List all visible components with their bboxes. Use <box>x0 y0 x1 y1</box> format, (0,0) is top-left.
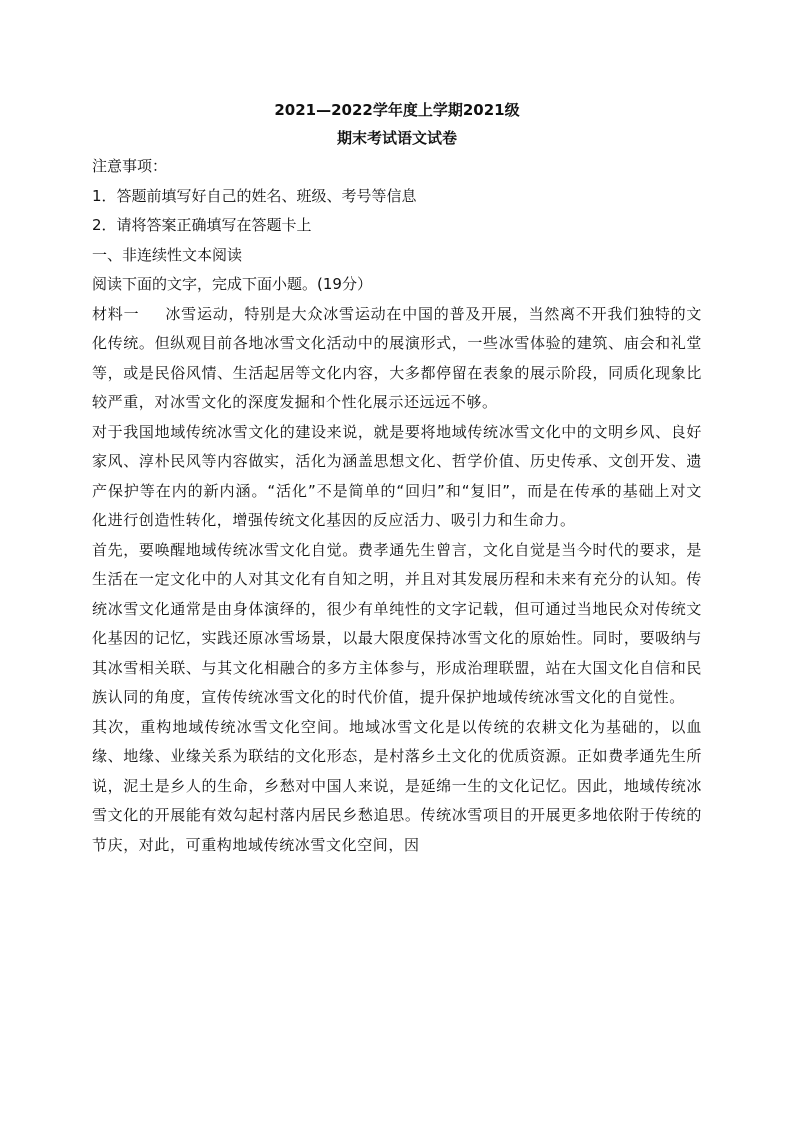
exam-title-line1: 2021—2022学年度上学期2021级 <box>274 101 520 119</box>
section-instruction: 阅读下面的文字，完成下面小题。(19分） <box>92 275 372 293</box>
material-paragraph-2: 对于我国地域传统冰雪文化的建设来说，就是要将地域传统冰雪文化中的文明乡风、良好家风、淳朴民风等内容做实，活化为涵盖思想文化、哲学价值、历史传承、文创开发、遗产保护等在内的新内涵。“活化”不是简单的“回归”和“复旧”，而是在传承的基础上对文化进行创造性转化，增强传统文化基因的反应活力、吸引力和生命力。 <box>92 422 702 529</box>
material-paragraph-1-text: 冰雪运动，特别是大众冰雪运动在中国的普及开展，当然离不开我们独特的文化传统。但纵观目前各地冰雪文化活动中的展演形式，一些冰雪体验的建筑、庙会和礼堂等，或是民俗风情、生活起居等文化内容，大多都停留在表象的展示阶段，同质化现象比较严重，对冰雪文化的深度发掘和个性化展示还远远不够。 <box>92 304 702 411</box>
note-item-1: 1．答题前填写好自己的姓名、班级、考号等信息 <box>92 186 417 205</box>
exam-page <box>92 96 702 860</box>
material-paragraph-3: 首先，要唤醒地域传统冰雪文化自觉。费孝通先生曾言，文化自觉是当今时代的要求，是生活在一定文化中的人对其文化有自知之明，并且对其发展历程和未来有充分的认知。传统冰雪文化通常是由身体演绎的，很少有单纯性的文字记载，但可通过当地民众对传统文化基因的记忆，实践还原冰雪场景，以最大限度保持冰雪文化的原始性。同时，要吸纳与其冰雪相关联、与其文化相融合的多方主体参与，形成治理联盟，站在大国文化自信和民族认同的角度，宣传传统冰雪文化的时代价值，提升保护地域传统冰雪文化的自觉性。 <box>92 540 702 706</box>
note-item-2: 2．请将答案正确填写在答题卡上 <box>92 216 312 234</box>
notes-heading: 注意事项： <box>92 157 168 175</box>
section-heading: 一、非连续性文本阅读 <box>92 245 243 264</box>
exam-title-line2: 期末考试语文试卷 <box>336 129 457 147</box>
material-paragraph-4: 其次，重构地域传统冰雪文化空间。地域冰雪文化是以传统的农耕文化为基础的，以血缘、地缘、业缘关系为联结的文化形态，是村落乡土文化的优质资源。正如费孝通先生所说，泥土是乡人的生命，乡愁对中国人来说，是延绵一生的文化记忆。因此，地域传统冰雪文化的开展能有效勾起村落内居民乡愁追思。传统冰雪项目的开展更多地依附于传统的节庆，对此，可重构地域传统冰雪文化空间，因 <box>92 717 702 854</box>
material-paragraph-1 <box>92 300 702 418</box>
material-label: 材料一 <box>92 304 140 323</box>
